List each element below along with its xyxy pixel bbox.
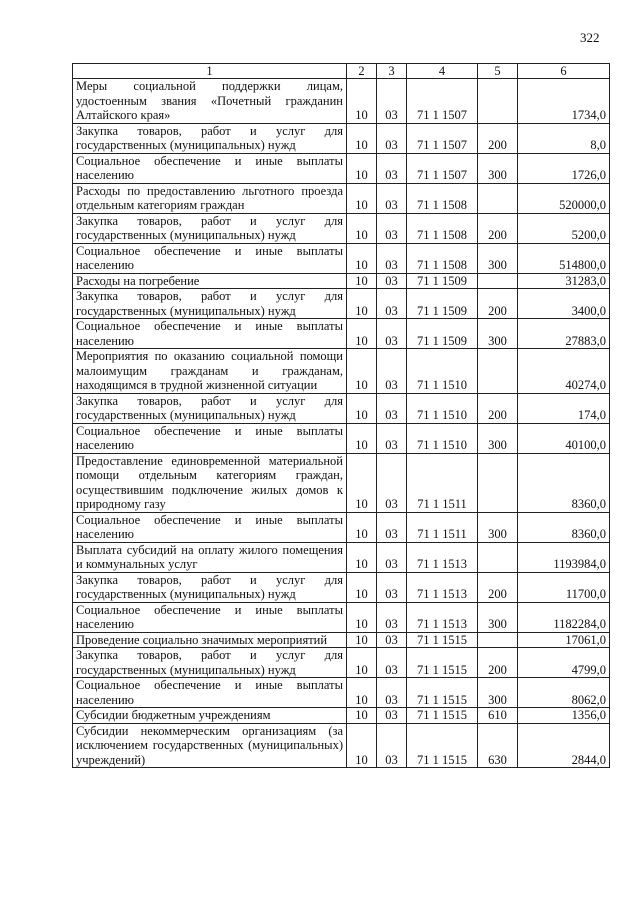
subsection-code: 03 <box>377 423 407 453</box>
amount: 8360,0 <box>518 453 610 512</box>
target-article-code: 71 1 1508 <box>407 213 478 243</box>
expense-type-code: 300 <box>478 319 518 349</box>
amount: 1193984,0 <box>518 542 610 572</box>
expense-type-code: 200 <box>478 289 518 319</box>
row-description <box>73 319 347 349</box>
table-row <box>73 243 610 273</box>
section-code: 10 <box>347 289 377 319</box>
expense-type-code <box>478 273 518 289</box>
expense-type-code: 300 <box>478 602 518 632</box>
table-row <box>73 289 610 319</box>
subsection-code: 03 <box>377 678 407 708</box>
section-code: 10 <box>347 153 377 183</box>
subsection-code: 03 <box>377 723 407 768</box>
expense-type-code: 200 <box>478 572 518 602</box>
row-description <box>73 79 347 124</box>
amount: 1356,0 <box>518 708 610 724</box>
description-text: Социальное обеспечение и иные выплаты населению <box>76 153 343 182</box>
expense-type-code <box>478 349 518 394</box>
row-description <box>73 723 347 768</box>
target-article-code: 71 1 1510 <box>407 349 478 394</box>
description-text: Закупка товаров, работ и услуг для государственных (муниципальных) нужд <box>76 572 343 601</box>
description-text: Предоставление единовременной материальной помощи отдельным категориям граждан, осуществившим подключение жилых домов к природному газу <box>76 453 343 511</box>
row-description <box>73 273 347 289</box>
target-article-code: 71 1 1507 <box>407 153 478 183</box>
description-text: Закупка товаров, работ и услуг для государственных (муниципальных) нужд <box>76 213 343 242</box>
row-description <box>73 213 347 243</box>
page-number: 322 <box>580 30 600 45</box>
target-article-code: 71 1 1511 <box>407 453 478 512</box>
table-row <box>73 183 610 213</box>
target-article-code: 71 1 1507 <box>407 79 478 124</box>
subsection-code: 03 <box>377 183 407 213</box>
target-article-code: 71 1 1507 <box>407 123 478 153</box>
amount: 1734,0 <box>518 79 610 124</box>
table-row <box>73 123 610 153</box>
table-row <box>73 572 610 602</box>
amount: 11700,0 <box>518 572 610 602</box>
table-row <box>73 319 610 349</box>
expense-type-code: 200 <box>478 393 518 423</box>
amount: 3400,0 <box>518 289 610 319</box>
description-text: Выплата субсидий на оплату жилого помещения и коммунальных услуг <box>76 542 343 571</box>
description-text: Социальное обеспечение и иные выплаты населению <box>76 602 343 631</box>
table-row <box>73 512 610 542</box>
table-row <box>73 453 610 512</box>
table-body <box>73 79 610 768</box>
description-text: Социальное обеспечение и иные выплаты населению <box>76 678 343 707</box>
subsection-code: 03 <box>377 319 407 349</box>
section-code: 10 <box>347 572 377 602</box>
section-code: 10 <box>347 678 377 708</box>
description-text: Субсидии некоммерческим организациям (за исключением государственных (муниципальных) учреждений) <box>76 723 343 767</box>
amount: 1182284,0 <box>518 602 610 632</box>
section-code: 10 <box>347 123 377 153</box>
table-row <box>73 393 610 423</box>
expense-type-code: 300 <box>478 153 518 183</box>
section-code: 10 <box>347 273 377 289</box>
subsection-code: 03 <box>377 243 407 273</box>
table-row <box>73 723 610 768</box>
amount: 514800,0 <box>518 243 610 273</box>
expense-type-code: 200 <box>478 123 518 153</box>
subsection-code: 03 <box>377 273 407 289</box>
description-text: Закупка товаров, работ и услуг для государственных (муниципальных) нужд <box>76 393 343 422</box>
row-description <box>73 648 347 678</box>
target-article-code: 71 1 1513 <box>407 602 478 632</box>
column-header: 1 <box>73 64 347 79</box>
subsection-code: 03 <box>377 542 407 572</box>
description-text: Закупка товаров, работ и услуг для государственных (муниципальных) нужд <box>76 123 343 152</box>
row-description <box>73 572 347 602</box>
expense-type-code: 300 <box>478 423 518 453</box>
table-row <box>73 273 610 289</box>
row-description <box>73 542 347 572</box>
section-code: 10 <box>347 213 377 243</box>
expense-type-code: 610 <box>478 708 518 724</box>
target-article-code: 71 1 1508 <box>407 183 478 213</box>
target-article-code: 71 1 1509 <box>407 319 478 349</box>
row-description <box>73 153 347 183</box>
amount: 40274,0 <box>518 349 610 394</box>
row-description <box>73 183 347 213</box>
subsection-code: 03 <box>377 289 407 319</box>
row-description <box>73 349 347 394</box>
budget-table <box>72 63 610 768</box>
section-code: 10 <box>347 708 377 724</box>
subsection-code: 03 <box>377 393 407 423</box>
expense-type-code: 300 <box>478 678 518 708</box>
row-description <box>73 423 347 453</box>
column-header: 6 <box>518 64 610 79</box>
target-article-code: 71 1 1513 <box>407 572 478 602</box>
section-code: 10 <box>347 183 377 213</box>
row-description <box>73 243 347 273</box>
description-text: Закупка товаров, работ и услуг для государственных (муниципальных) нужд <box>76 648 343 677</box>
amount: 2844,0 <box>518 723 610 768</box>
description-text: Закупка товаров, работ и услуг для государственных (муниципальных) нужд <box>76 289 343 318</box>
row-description <box>73 708 347 724</box>
table-row <box>73 423 610 453</box>
table-row <box>73 678 610 708</box>
subsection-code: 03 <box>377 572 407 602</box>
expense-type-code <box>478 79 518 124</box>
target-article-code: 71 1 1510 <box>407 393 478 423</box>
header-row <box>73 64 610 79</box>
section-code: 10 <box>347 423 377 453</box>
amount: 31283,0 <box>518 273 610 289</box>
amount: 8360,0 <box>518 512 610 542</box>
expense-type-code: 200 <box>478 648 518 678</box>
amount: 5200,0 <box>518 213 610 243</box>
section-code: 10 <box>347 393 377 423</box>
section-code: 10 <box>347 79 377 124</box>
subsection-code: 03 <box>377 349 407 394</box>
expense-type-code <box>478 183 518 213</box>
description-text: Расходы по предоставлению льготного проезда отдельным категориям граждан <box>76 183 343 212</box>
table-row <box>73 542 610 572</box>
description-text: Социальное обеспечение и иные выплаты населению <box>76 319 343 348</box>
table-row <box>73 79 610 124</box>
expense-type-code <box>478 632 518 648</box>
target-article-code: 71 1 1511 <box>407 512 478 542</box>
table-row <box>73 708 610 724</box>
target-article-code: 71 1 1510 <box>407 423 478 453</box>
subsection-code: 03 <box>377 213 407 243</box>
description-text: Меры социальной поддержки лицам, удостоенным звания «Почетный гражданин Алтайского края» <box>76 79 343 122</box>
description-text: Расходы на погребение <box>76 273 200 288</box>
section-code: 10 <box>347 602 377 632</box>
amount: 1726,0 <box>518 153 610 183</box>
description-text: Социальное обеспечение и иные выплаты населению <box>76 243 343 272</box>
amount: 40100,0 <box>518 423 610 453</box>
target-article-code: 71 1 1513 <box>407 542 478 572</box>
target-article-code: 71 1 1515 <box>407 723 478 768</box>
row-description <box>73 602 347 632</box>
amount: 174,0 <box>518 393 610 423</box>
table-row <box>73 213 610 243</box>
expense-type-code: 300 <box>478 243 518 273</box>
amount: 4799,0 <box>518 648 610 678</box>
target-article-code: 71 1 1509 <box>407 289 478 319</box>
table-row <box>73 648 610 678</box>
row-description <box>73 123 347 153</box>
target-article-code: 71 1 1508 <box>407 243 478 273</box>
amount: 17061,0 <box>518 632 610 648</box>
section-code: 10 <box>347 632 377 648</box>
subsection-code: 03 <box>377 602 407 632</box>
row-description <box>73 678 347 708</box>
description-text: Социальное обеспечение и иные выплаты населению <box>76 423 343 452</box>
description-text: Проведение социально значимых мероприятий <box>76 632 328 647</box>
section-code: 10 <box>347 512 377 542</box>
expense-type-code: 630 <box>478 723 518 768</box>
row-description <box>73 512 347 542</box>
subsection-code: 03 <box>377 123 407 153</box>
expense-type-code: 200 <box>478 213 518 243</box>
description-text: Социальное обеспечение и иные выплаты населению <box>76 512 343 541</box>
amount: 8,0 <box>518 123 610 153</box>
description-text: Мероприятия по оказанию социальной помощи малоимущим гражданам и гражданам, находящимся в трудной жизненной ситуации <box>76 349 343 392</box>
amount: 520000,0 <box>518 183 610 213</box>
section-code: 10 <box>347 648 377 678</box>
expense-type-code <box>478 542 518 572</box>
subsection-code: 03 <box>377 708 407 724</box>
section-code: 10 <box>347 542 377 572</box>
column-header: 3 <box>377 64 407 79</box>
target-article-code: 71 1 1509 <box>407 273 478 289</box>
expense-type-code: 300 <box>478 512 518 542</box>
expense-type-code <box>478 453 518 512</box>
subsection-code: 03 <box>377 79 407 124</box>
target-article-code: 71 1 1515 <box>407 632 478 648</box>
section-code: 10 <box>347 243 377 273</box>
subsection-code: 03 <box>377 632 407 648</box>
column-header: 5 <box>478 64 518 79</box>
row-description <box>73 632 347 648</box>
target-article-code: 71 1 1515 <box>407 648 478 678</box>
target-article-code: 71 1 1515 <box>407 678 478 708</box>
column-header: 2 <box>347 64 377 79</box>
table-row <box>73 349 610 394</box>
section-code: 10 <box>347 349 377 394</box>
subsection-code: 03 <box>377 453 407 512</box>
section-code: 10 <box>347 453 377 512</box>
description-text: Субсидии бюджетным учреждениям <box>76 708 271 722</box>
section-code: 10 <box>347 723 377 768</box>
subsection-code: 03 <box>377 153 407 183</box>
section-code: 10 <box>347 319 377 349</box>
row-description <box>73 453 347 512</box>
row-description <box>73 289 347 319</box>
table-row <box>73 153 610 183</box>
subsection-code: 03 <box>377 512 407 542</box>
target-article-code: 71 1 1515 <box>407 708 478 724</box>
column-header: 4 <box>407 64 478 79</box>
subsection-code: 03 <box>377 648 407 678</box>
amount: 8062,0 <box>518 678 610 708</box>
row-description <box>73 393 347 423</box>
table-row <box>73 602 610 632</box>
amount: 27883,0 <box>518 319 610 349</box>
table-row <box>73 632 610 648</box>
